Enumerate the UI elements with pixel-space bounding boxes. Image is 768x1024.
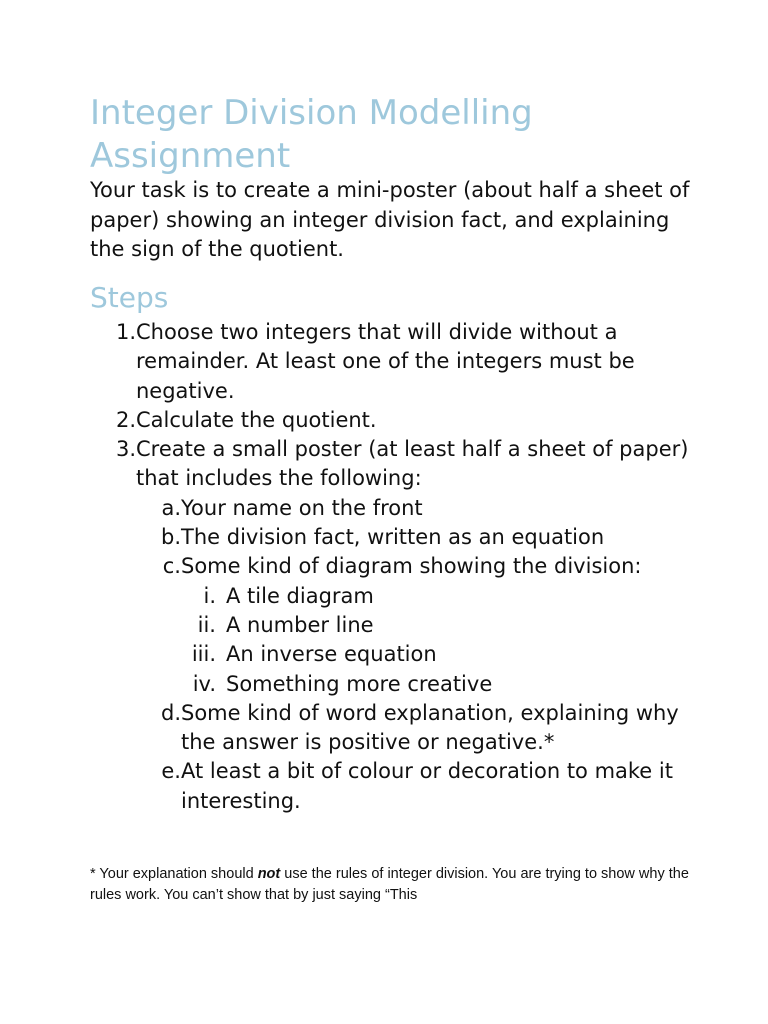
step-item-2	[90, 406, 710, 435]
diagram-option-i	[90, 582, 710, 611]
diagram-option-marker: iii.	[191, 642, 216, 667]
diagram-option-text: An inverse equation	[226, 642, 437, 667]
footnote	[90, 864, 690, 905]
substep-marker: e.	[161, 759, 181, 784]
step-text: Choose two integers that will divide without a remainder. At least one of the integers must be negative.	[136, 320, 635, 403]
step-item-3	[90, 435, 710, 494]
footnote-emphasis: not	[257, 866, 281, 882]
diagram-option-marker: iv.	[192, 671, 216, 696]
step-marker: 3.	[115, 437, 136, 462]
substep-marker: c.	[162, 554, 181, 579]
step-text: Calculate the quotient.	[136, 407, 377, 432]
steps-list	[90, 318, 710, 816]
substep-item-a	[90, 494, 710, 523]
substep-text: Some kind of diagram showing the division:	[181, 554, 642, 579]
step-marker: 2.	[115, 407, 136, 432]
substep-text: At least a bit of colour or decoration to make it interesting.	[181, 759, 673, 813]
substep-text: Some kind of word explanation, explaining why the answer is positive or negative.*	[181, 700, 679, 755]
substep-item-e	[90, 757, 710, 816]
step-item-1	[90, 318, 710, 406]
diagram-option-text: Something more creative	[226, 671, 493, 696]
intro-paragraph: Your task is to create a mini-poster (about half a sheet of paper) showing an integer division fact, and explaining the sign of the quotient.	[90, 178, 690, 261]
diagram-option-iv	[90, 670, 710, 699]
footnote-text-start: * Your explanation should	[90, 866, 258, 882]
document-title: Integer Division Modelling Assignment	[90, 93, 533, 176]
footnote-text-end: use the rules of integer division. You are trying to show why the rules work. You can’t show that by just saying “This	[90, 866, 689, 903]
step-text: Create a small poster (at least half a sheet of paper) that includes the following:	[136, 437, 689, 491]
diagram-option-ii	[90, 611, 710, 640]
substep-marker: d.	[160, 700, 181, 725]
substep-text: The division fact, written as an equation	[181, 525, 605, 550]
diagram-option-iii	[90, 640, 710, 669]
diagram-option-marker: i.	[203, 583, 216, 608]
diagram-option-marker: ii.	[197, 612, 216, 637]
substep-item-b	[90, 523, 710, 552]
substep-text: Your name on the front	[181, 495, 423, 520]
step-marker: 1.	[115, 320, 136, 344]
diagram-option-text: A number line	[226, 612, 374, 637]
substep-marker: b.	[160, 525, 181, 550]
substep-item-d	[90, 699, 710, 758]
substep-item-c	[90, 552, 710, 581]
diagram-option-text: A tile diagram	[226, 583, 374, 608]
steps-heading: Steps	[90, 281, 169, 314]
substep-marker: a.	[161, 495, 181, 520]
